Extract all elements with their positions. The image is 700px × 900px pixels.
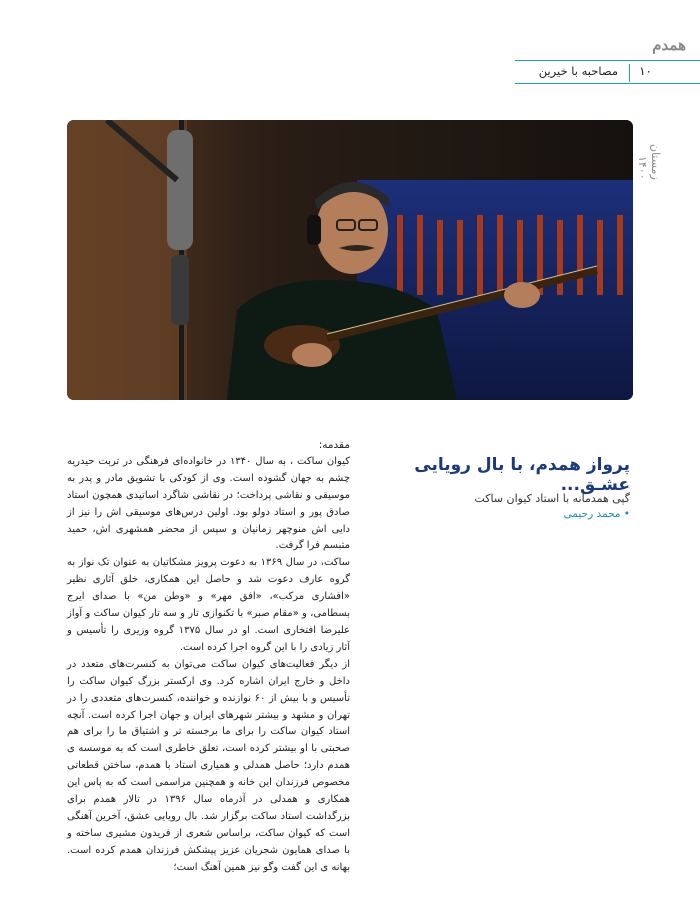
article-body xyxy=(67,437,350,877)
body-paragraph: ساکت، در سال ۱۳۶۹ به دعوت پرویز مشکاتیان به عنوان تک نواز به گروه عارف دعوت شد و حاصل این همکاری، خلق آثاری نظیر «افشاری مرکب»، «افق مهر» و «وطن من» با صدای ایرج بسطامی، و «مقام صبر» با تکنوازی تار و سه تار کیوان ساکت و آواز علیرضا افتخاری است. او در سال ۱۳۷۵ گروه وزیری را تأسیس و آثار زیادی را با این گروه اجرا کرده است. xyxy=(67,557,350,653)
header-rule xyxy=(515,60,700,61)
body-paragraph: کیوان ساکت ، به سال ۱۳۴۰ در خانواده‌ای فرهنگی در تربت حیدریه چشم به جهان گشوده است. وی از کودکی با تشویق مادر و پدر به موسیقی و نقاشی پرداخت؛ در نقاشی شاگرد اساتیدی همچون استاد صادق پور و استاد دولو بود. اولین درس‌های موسیقی اش را نیز از دایی اش منوچهر زمانیان و سپس از محضر همشهری اش، حمید متبسم فرا گرفت. xyxy=(67,455,351,552)
header-divider xyxy=(629,64,630,82)
magazine-logo: همدم xyxy=(652,36,686,54)
section-title: مصاحبه با خیرین xyxy=(538,64,618,78)
article-author: • محمد رحیمی xyxy=(563,508,630,520)
issue-season: زمستان ۱۴۰۰ xyxy=(636,144,662,180)
page-number: ۱۰ xyxy=(639,64,652,78)
feature-photo xyxy=(67,120,633,400)
article-title: پرواز همدم، با بال رویایی عشـق... xyxy=(414,455,630,495)
article-subtitle: گپی همدمانه با استاد کیوان ساکت xyxy=(474,492,630,505)
body-paragraph: از دیگر فعالیت‌های کیوان ساکت می‌توان به کنسرت‌های متعدد در داخل و خارج ایران اشاره کرد. وی ارکستر بزرگ کیوان ساکت را تأسیس و با بیش از ۶۰ نوازنده و خواننده، کنسرت‌های متعددی را در تهران و مشهد و بیشتر شهرهای ایران و جهان اجرا کرده است. آنچه استاد کیوان ساکت را برای ما برجسته تر و اشتیاق ما را برای هم صحبتی با او بیشتر کرده است، تعلق خاطری است که به موسسه ی همدم دارد؛ حاصل همدلی و همیاری استاد با همدم، ساختن قطعاتی مخصوص فرزندان این خانه و همچنین مراسمی است که به پاس این همکاری و همدلی در آذرماه سال ۱۳۹۶ در تالار همدم برای بزرگداشت استاد ساکت برگزار شد. بال رویایی عشق، آخرین آهنگی است که کیوان ساکت، براساس شعری از فریدون مشیری ساخته و با صدای همایون شجریان عزیز پیشکش فرزندان همدم کرده است. بهانه ی این گفت وگو نیز همین آهنگ است؛ xyxy=(67,658,351,873)
author-name: محمد رحیمی xyxy=(563,508,621,520)
intro-label: مقدمه: xyxy=(318,439,350,451)
header-rule-bottom xyxy=(515,83,700,84)
musician-with-setar-photo xyxy=(67,120,633,400)
